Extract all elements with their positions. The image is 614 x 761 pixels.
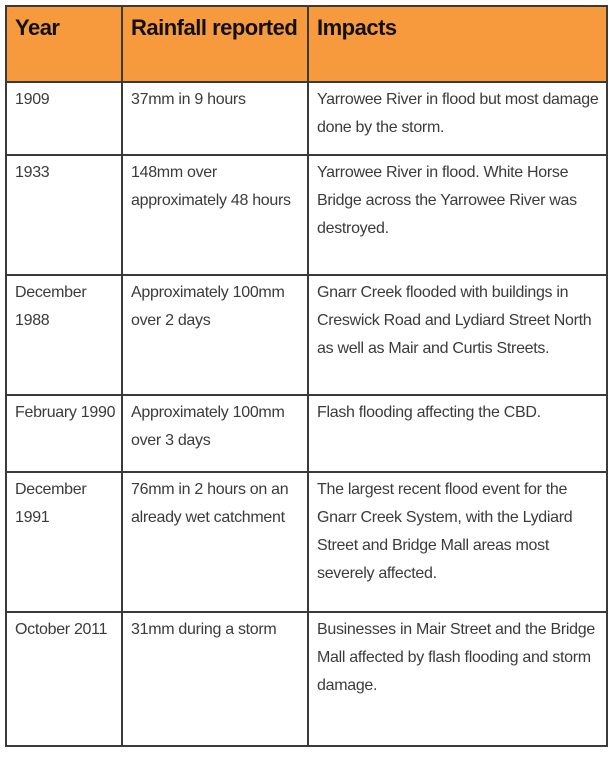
- cell-impacts: The largest recent flood event for the Gnarr Creek System, with the Lydiard Street and Bridge Mall areas most severely affected.: [308, 472, 607, 612]
- table-row: [6, 82, 607, 155]
- table-row: [6, 612, 607, 746]
- header-year: Year: [6, 6, 122, 82]
- flood-history-table-container: [5, 5, 606, 747]
- cell-year: December 1988: [6, 275, 122, 395]
- cell-rainfall: 148mm over approximately 48 hours: [122, 155, 308, 275]
- cell-year: 1933: [6, 155, 122, 275]
- flood-history-table: [5, 5, 608, 747]
- cell-year: December 1991: [6, 472, 122, 612]
- cell-impacts: Flash flooding affecting the CBD.: [308, 395, 607, 472]
- cell-rainfall: 37mm in 9 hours: [122, 82, 308, 155]
- header-rainfall-reported: Rainfall reported: [122, 6, 308, 82]
- table-row: [6, 395, 607, 472]
- cell-year: 1909: [6, 82, 122, 155]
- cell-rainfall: 76mm in 2 hours on an already wet catchment: [122, 472, 308, 612]
- table-row: [6, 275, 607, 395]
- cell-rainfall: Approximately 100mm over 3 days: [122, 395, 308, 472]
- table-header-row: [6, 6, 607, 82]
- cell-impacts: Gnarr Creek flooded with buildings in Creswick Road and Lydiard Street North as well as Mair and Curtis Streets.: [308, 275, 607, 395]
- cell-impacts: Yarrowee River in flood. White Horse Bridge across the Yarrowee River was destroyed.: [308, 155, 607, 275]
- cell-year: February 1990: [6, 395, 122, 472]
- cell-impacts: Yarrowee River in flood but most damage done by the storm.: [308, 82, 607, 155]
- table-row: [6, 155, 607, 275]
- cell-year: October 2011: [6, 612, 122, 746]
- header-impacts: Impacts: [308, 6, 607, 82]
- cell-rainfall: 31mm during a storm: [122, 612, 308, 746]
- table-row: [6, 472, 607, 612]
- cell-rainfall: Approximately 100mm over 2 days: [122, 275, 308, 395]
- cell-impacts: Businesses in Mair Street and the Bridge Mall affected by flash flooding and storm damage.: [308, 612, 607, 746]
